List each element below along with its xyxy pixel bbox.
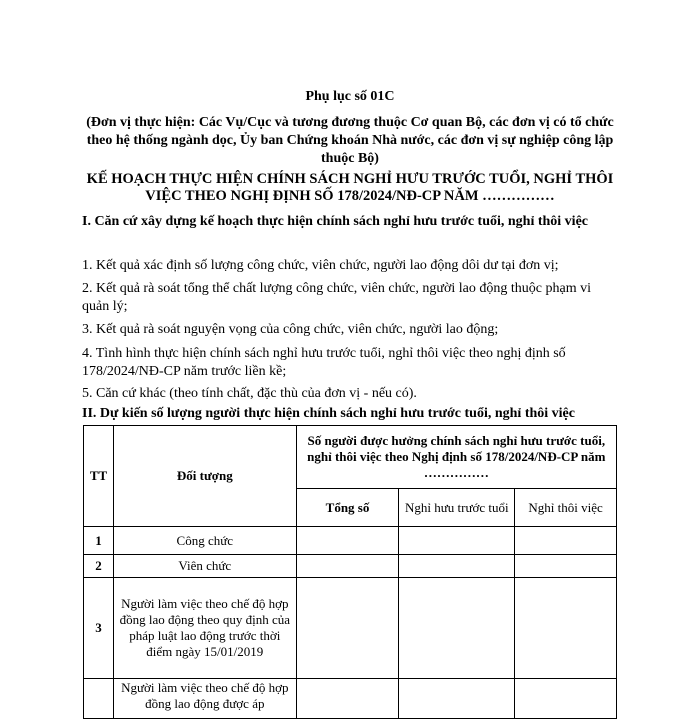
- cell-resignation: [515, 555, 617, 578]
- cell-resignation: [515, 679, 617, 719]
- basis-item-5: 5. Căn cứ khác (theo tính chất, đặc thù của đơn vị - nếu có).: [82, 386, 417, 401]
- row-subject: Người làm việc theo chế độ hợp đồng lao động theo quy định của pháp luật lao động trước thời điểm ngày 15/01/2019: [113, 578, 296, 679]
- basis-item-2: 2. Kết quả rà soát tổng thể chất lượng công chức, viên chức, người lao động thuộc phạm vi quản lý;: [82, 281, 591, 314]
- row-subject: Người làm việc theo chế độ hợp đồng lao động được áp: [113, 679, 296, 719]
- implementing-unit-note: (Đơn vị thực hiện: Các Vụ/Cục và tương đương thuộc Cơ quan Bộ, các đơn vị có tổ chức theo hệ thống ngành dọc, Ủy ban Chứng khoán Nhà nước, các đơn vị sự nghiệp công lập thuộc Bộ): [86, 115, 614, 166]
- row-tt: [84, 679, 114, 719]
- appendix-number: Phụ lục số 01C: [305, 89, 395, 104]
- cell-total: [296, 527, 399, 555]
- header-early-retirement: Nghỉ hưu trước tuổi: [399, 489, 515, 527]
- table-row: [84, 555, 617, 578]
- cell-total: [296, 578, 399, 679]
- header-resignation: Nghỉ thôi việc: [515, 489, 617, 527]
- cell-early-retirement: [399, 555, 515, 578]
- header-total: Tổng số: [296, 489, 399, 527]
- header-tt: TT: [84, 426, 114, 527]
- row-subject: Viên chức: [113, 555, 296, 578]
- table-row: [84, 578, 617, 679]
- basis-item-1: 1. Kết quả xác định số lượng công chức, viên chức, người lao động dôi dư tại đơn vị;: [82, 258, 559, 273]
- cell-total: [296, 555, 399, 578]
- cell-resignation: [515, 578, 617, 679]
- row-subject: Công chức: [113, 527, 296, 555]
- header-subject: Đối tượng: [113, 426, 296, 527]
- section-1-heading: I. Căn cứ xây dựng kế hoạch thực hiện chính sách nghỉ hưu trước tuổi, nghỉ thôi việc: [82, 214, 589, 229]
- document-title: KẾ HOẠCH THỰC HIỆN CHÍNH SÁCH NGHỈ HƯU TRƯỚC TUỔI, NGHỈ THÔI VIỆC THEO NGHỊ ĐỊNH SỐ 178/2024/NĐ-CP NĂM ……………: [86, 171, 614, 204]
- row-tt: 1: [84, 527, 114, 555]
- cell-resignation: [515, 527, 617, 555]
- row-tt: 2: [84, 555, 114, 578]
- header-beneficiaries: Số người được hưởng chính sách nghỉ hưu trước tuổi, nghỉ thôi việc theo Nghị định số 178/2024/NĐ-CP năm ……………: [296, 426, 616, 489]
- table-row: [84, 527, 617, 555]
- cell-total: [296, 679, 399, 719]
- basis-item-3: 3. Kết quả rà soát nguyện vọng của công chức, viên chức, người lao động;: [82, 322, 499, 337]
- beneficiary-table: [83, 425, 617, 719]
- row-tt: 3: [84, 578, 114, 679]
- table-row: [84, 679, 617, 719]
- cell-early-retirement: [399, 679, 515, 719]
- section-2-heading: II. Dự kiến số lượng người thực hiện chính sách nghỉ hưu trước tuổi, nghỉ thôi việc: [82, 406, 575, 421]
- cell-early-retirement: [399, 578, 515, 679]
- basis-item-4: 4. Tình hình thực hiện chính sách nghỉ hưu trước tuổi, nghỉ thôi việc theo nghị định số 178/2024/NĐ-CP năm trước liền kề;: [82, 346, 566, 379]
- cell-early-retirement: [399, 527, 515, 555]
